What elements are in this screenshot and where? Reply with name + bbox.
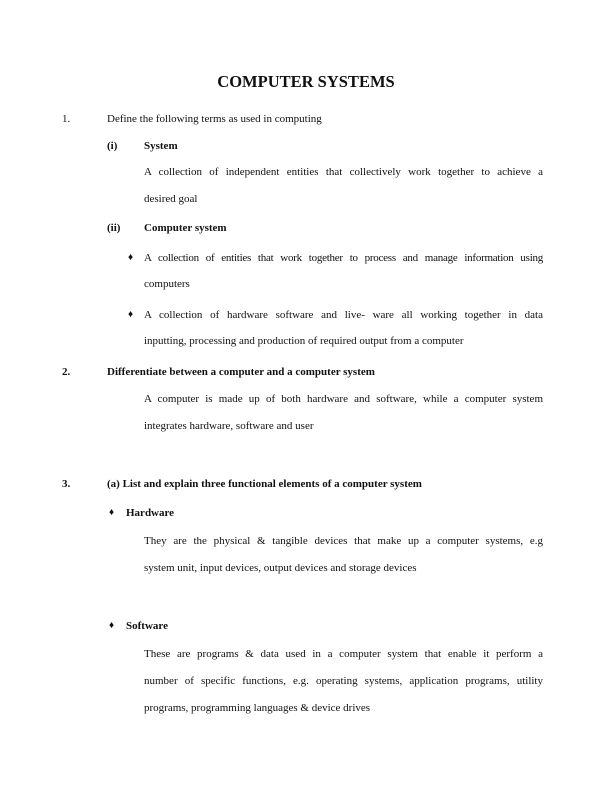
answer-line: integrates hardware, software and user <box>144 420 314 432</box>
item-label: (ii) <box>107 222 121 234</box>
question-number: 2. <box>62 366 71 378</box>
bullet-diamond-icon: ♦ <box>128 309 134 320</box>
answer-line: system unit, input devices, output devices and storage devices <box>144 562 417 574</box>
question-number: 3. <box>62 478 71 490</box>
question-number: 1. <box>62 113 71 125</box>
definition-line: A collection of independent entities that collectively work together to achieve a <box>144 166 543 178</box>
definition-line: inputting, processing and production of required output from a computer <box>144 335 464 347</box>
item-label: (i) <box>107 140 118 152</box>
question-text: Differentiate between a computer and a computer system <box>107 366 375 378</box>
definition-line: desired goal <box>144 193 198 205</box>
definition-line: computers <box>144 278 190 290</box>
bullet-diamond-icon: ♦ <box>128 252 134 263</box>
term-heading: System <box>144 140 178 152</box>
question-text: Define the following terms as used in computing <box>107 113 322 125</box>
element-heading: Hardware <box>126 507 175 519</box>
answer-line: They are the physical & tangible devices that make up a computer systems, e.g <box>144 535 543 547</box>
definition-line: A collection of hardware software and live- ware all working together in data <box>144 309 543 321</box>
answer-line: programs, programming languages & device drives <box>144 702 371 714</box>
bullet-diamond-icon: ♦ <box>109 507 115 518</box>
definition-line: A collection of entities that work together to process and manage information using <box>144 252 543 264</box>
page-title: COMPUTER SYSTEMS <box>217 72 395 91</box>
bullet-diamond-icon: ♦ <box>109 620 115 631</box>
answer-line: number of specific functions, e.g. operating systems, application programs, utility <box>144 675 543 687</box>
term-heading: Computer system <box>144 222 227 234</box>
element-heading: Software <box>126 620 168 632</box>
question-text: (a) List and explain three functional elements of a computer system <box>107 478 422 490</box>
answer-line: A computer is made up of both hardware and software, while a computer system <box>144 393 543 405</box>
answer-line: These are programs & data used in a computer system that enable it perform a <box>144 648 543 660</box>
